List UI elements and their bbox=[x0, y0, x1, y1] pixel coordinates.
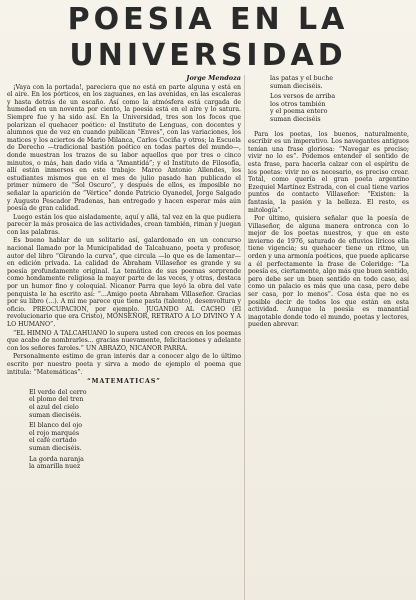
poem-title: “MATEMATICAS” bbox=[87, 378, 161, 386]
poem-line: La gorda naranja bbox=[29, 455, 84, 463]
headline-line-2: UNIVERSIDAD bbox=[69, 38, 347, 73]
poem-stanza bbox=[270, 93, 409, 123]
headline bbox=[0, 2, 416, 74]
poem-stanza bbox=[29, 389, 241, 419]
byline: Jorge Mendoza bbox=[186, 74, 241, 82]
paragraph: Personalmente estimo de gran interés dar a conocer algo de lo último escrito por nuestro poeta y sirva a modo de ejemplo el poema que intitula: “Matemáticas”. bbox=[7, 353, 241, 376]
poem-line: suman dieciséis bbox=[270, 115, 321, 123]
poem-line: Los versos de arriba bbox=[270, 93, 336, 101]
poem-stanza bbox=[270, 75, 409, 90]
poem-line: las patas y el buche bbox=[270, 75, 333, 82]
paragraph: Para los poetas, los buenos, naturalmente, escribir es un imperativo. Los navegantes antiguos tenían una frase gloriosa: “Navegar es preciso; vivir no lo es”. Podemos entender el sentido de esta frase, para hacerla calzar con el espíritu de los poetas: vivir no es necesario, es preciso crear. Total, como quería el gran poeta argentino Ezequiel Martínez Estrada, con el cual tiene varios puntos de contacto Villaseñor: “Existen: la fantasía, la pasión y la belleza. El resto, es mitología”. bbox=[248, 130, 409, 214]
poem-stanza bbox=[29, 456, 241, 471]
paragraph: ¡Vaya con la portada!, pareciera que no está en parte alguna y está en el aire. En los pórticos, en los zaguanes, en las avenidas, en las escaleras y hasta detrás de un escaño. Así como la atmósfera está cargada de humedad en un noventa por ciento, la poesía está en el aire y lo satura. Siempre fue y ha sido así. En la Universidad, tres son los focos que polarizan el quehacer poético: el Instituto de Lenguas, con docentes y alumnos que de vez en cuando publican “Enves”, con las variaciones, los matices y los aciertos de Mario Milanca, Carlos Cociña y otros; la Escuela de Derecho —tradicional bastión poético en todas partes del mundo—, donde muestran los trazos de su labor aquellos que por tres o cinco minutos, o más, han dado vida a “Amantidá”; y el Instituto de Filosofía, allí están inmersos en este trabajo: Marco Antonio Allendes, los estudiantes mismos que en el mes de julio pasado han publicado el primer número de “Sol Oscuro”, y después de ellos, es imposible no señalar la aparición de “Vértice” donde Patricio Oyanedel, Jorge Salgado y Augusto Pescador Pradenas, han entregado y hacen esperar más aún poesía de gran calidad. bbox=[7, 83, 241, 213]
poem-line: suman dieciséis. bbox=[29, 411, 82, 419]
poem-line: la amarilla nuez bbox=[29, 463, 81, 471]
poem-line: el plomo del tren bbox=[29, 396, 84, 404]
left-column bbox=[7, 75, 241, 474]
poem-line: y el poema entero bbox=[270, 108, 328, 116]
poem-line: suman dieciséis. bbox=[29, 444, 82, 452]
poem-line: El verde del cerro bbox=[29, 388, 87, 396]
column-divider bbox=[244, 75, 245, 600]
paragraph: Por último, quisiera señalar que la poesía de Villaseñor, de alguna manera entronca con lo mejor de los poetas nuestros, y que en este invierno de 1976, saturado de efluvios líricos ella tiene vigencia; su quehacer tiene un ritmo, un orden y una armonía poéticos, que puede aplicarse a él perfectamente la frase de Coleridge: “La poesía es, ciertamente, algo más que buen sentido, pero debe ser un buen sentido en todo caso, así como un palacio es más que una casa, pero debe ser casa, por lo menos”. Cosa ésta que no es posible decir de todos los que están en esta actividad. Aunque la poesía es manantial inagotable donde todo el mundo, poetas y lectores, pueden abrevar. bbox=[248, 215, 409, 329]
poem-line: el azul del cielo bbox=[29, 403, 79, 411]
poem-line: los otros también bbox=[270, 100, 326, 108]
poem-line: suman dieciséis. bbox=[270, 82, 323, 90]
paragraph: Luego están los que aisladamente, aquí y allá, tal vez en la que pudiera parecer la más prosaica de las actividades, crean también, riman y juegan con las palabras. bbox=[7, 213, 241, 236]
poem-line: El blanco del ojo bbox=[29, 422, 83, 430]
paragraph: Es bueno hablar de un solitario así, galardonado en un concurso nacional llamado por la Municipalidad de Talcahuano, poeta y profesor, autor del libro “Girando la curva”, que circula —lo que es de lamentar— en edición privada. La calidad de Abraham Villaseñor es grande y su poesía profundamente original. La temática de sus poemas sorprende como hondamente religiosa la mayor parte de las veces, y otras, destaca por un humor fino y coloquial. Nicanor Parra que leyó la obra del vate penquista le ha escrito así: “...Amigo poeta Abraham Villaseñor. Gracias por su libro (...). A mi me parece que tiene pasta (talento), desenvoltura y oficio. PREOCUPACION, por ejemplo. JUGANDO AL CACHO (El revolucionario que era Cristo), MONSEÑOR, RETRATO A LO DIVINO Y A LO HUMANO”. bbox=[7, 237, 241, 328]
poem-stanza bbox=[29, 422, 241, 452]
poem-line: el rojo marqués bbox=[29, 429, 80, 437]
paragraph: “EL HIMNO A TALCAHUANO lo supera usted con creces en los poemas que acabo de nombrarles... gracias nuevamente, felicitaciones y adelante con los señores faroles.” UN ABRAZO, NICANOR PARRA. bbox=[7, 329, 241, 352]
right-column bbox=[248, 75, 409, 330]
headline-line-1: POESIA EN LA bbox=[67, 2, 349, 37]
poem-line: el café cortado bbox=[29, 437, 77, 445]
